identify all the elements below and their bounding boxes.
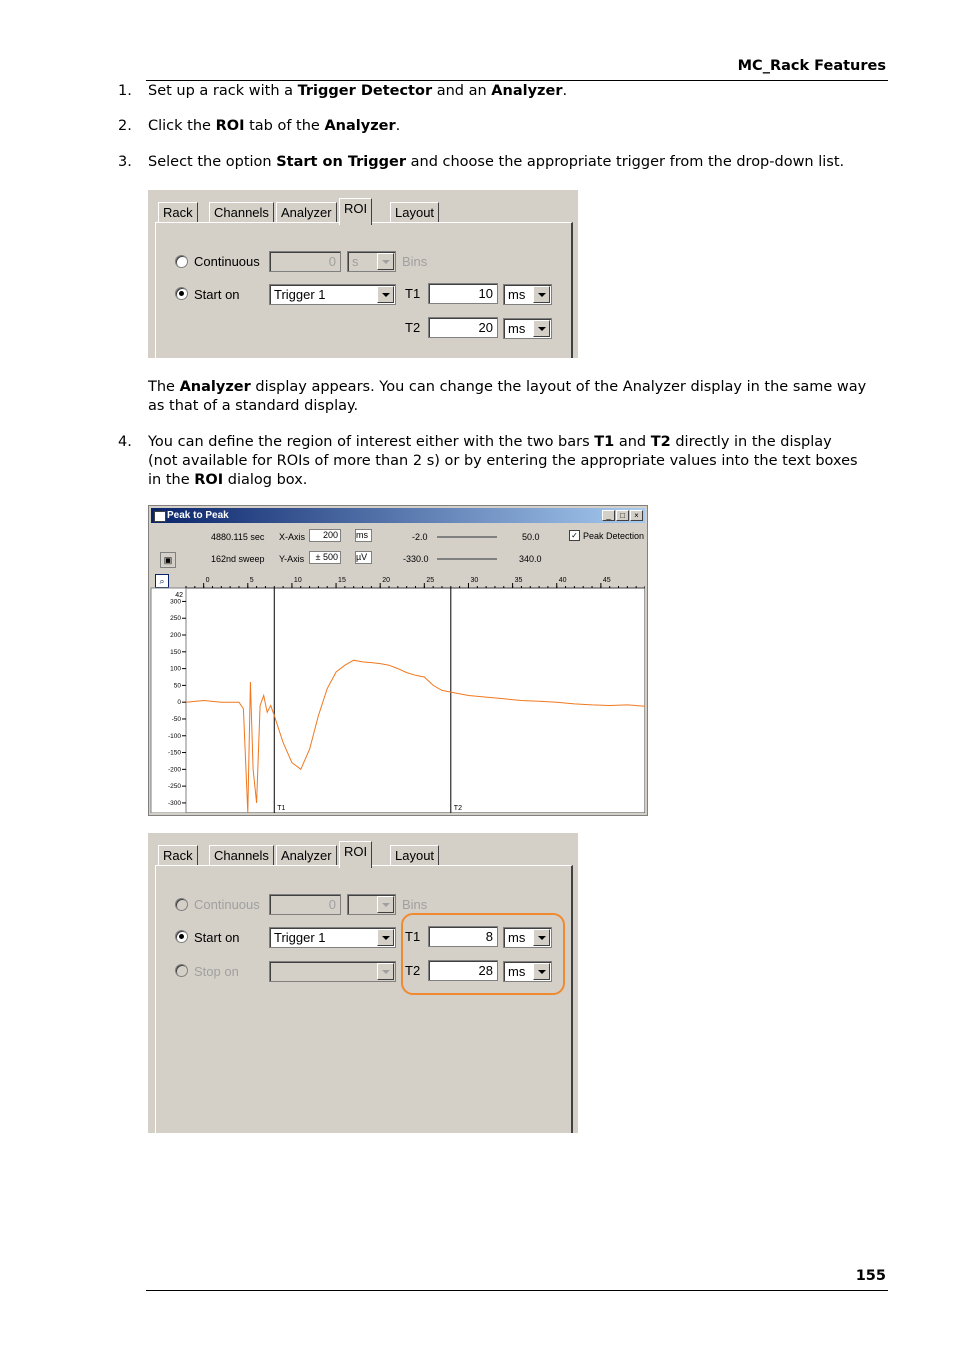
chevron-down-icon: [377, 253, 394, 270]
running-header: MC_Rack Features: [737, 58, 886, 74]
chevron-down-icon: [533, 286, 550, 303]
zoom-icon[interactable]: ⌕: [155, 574, 169, 588]
t1-input[interactable]: 10: [428, 283, 498, 304]
y-tick-label: 50: [173, 682, 181, 690]
t2-input[interactable]: 28: [428, 960, 498, 981]
y-tick-label: 100: [170, 665, 181, 673]
chevron-down-icon: [377, 286, 394, 303]
tab-layout[interactable]: Layout: [390, 845, 439, 866]
tab-layout[interactable]: Layout: [390, 202, 439, 223]
x-tick-label: 10: [293, 577, 302, 584]
yaxis-unit[interactable]: µV: [355, 551, 372, 564]
t1-unit-select[interactable]: ms: [503, 284, 552, 305]
continuous-unit-select[interactable]: [347, 894, 396, 915]
tab-rack[interactable]: Rack: [158, 202, 198, 223]
xaxis-label: X-Axis: [279, 532, 306, 542]
analyzer-chart: [149, 573, 645, 813]
peak-detection-checkbox[interactable]: ✓: [569, 530, 580, 541]
window-title: Peak to Peak: [167, 510, 229, 521]
y-tick-label: -300: [167, 799, 181, 807]
peak-detection-label: Peak Detection: [583, 531, 645, 541]
continuous-radio[interactable]: [175, 898, 188, 911]
yaxis-label: Y-Axis: [279, 554, 305, 564]
y-tick-label: -250: [167, 783, 181, 791]
chevron-down-icon: [533, 929, 550, 946]
stop-on-radio[interactable]: [175, 964, 188, 977]
y-tick-label: -150: [167, 749, 181, 757]
xaxis-unit[interactable]: ms: [355, 529, 372, 542]
y-tick-label: -100: [167, 732, 181, 740]
x-tick-label: 20: [382, 577, 390, 584]
start-on-label: Start on: [194, 930, 240, 945]
stop-on-label: Stop on: [194, 964, 239, 979]
page-number: 155: [855, 1268, 886, 1284]
x-tick-label: 45: [602, 577, 611, 584]
chevron-down-icon: [377, 929, 394, 946]
plot-area: [186, 588, 645, 813]
tab-rack[interactable]: Rack: [158, 845, 198, 866]
y-tick-label: 150: [170, 648, 181, 656]
x-tick-label: 30: [470, 577, 479, 584]
chevron-down-icon: [533, 320, 550, 337]
y-tick-label: -200: [167, 766, 181, 774]
step-number: 2.: [118, 118, 132, 134]
bins-label: Bins: [402, 897, 428, 912]
xaxis-input[interactable]: 200: [309, 529, 341, 542]
y-tick-label: 200: [170, 632, 181, 640]
continuous-value[interactable]: 0: [269, 894, 341, 915]
tab-roi[interactable]: ROI: [339, 841, 372, 868]
close-icon[interactable]: ×: [630, 510, 643, 521]
analyzer-window: [148, 505, 648, 816]
t1-unit-select[interactable]: ms: [503, 927, 552, 948]
t2-label: T2: [405, 320, 421, 335]
tab-channels[interactable]: Channels: [209, 845, 274, 866]
chevron-down-icon: [377, 963, 394, 980]
x-tick-label: 35: [514, 577, 523, 584]
x-tick-label: 0: [205, 577, 210, 584]
continuous-radio[interactable]: [175, 255, 188, 268]
analyzer-paragraph: The Analyzer display appears. You can change the layout of the Analyzer display in the same way as that of a standard display.: [148, 379, 867, 414]
bins-label: Bins: [402, 254, 428, 269]
continuous-label: Continuous: [194, 897, 260, 912]
t1-input[interactable]: 8: [428, 926, 498, 947]
header-rule: [146, 80, 888, 81]
roi-dialog-2: [148, 833, 578, 1133]
start-on-label: Start on: [194, 287, 240, 302]
x-tick-label: 15: [338, 577, 346, 584]
minimize-icon[interactable]: _: [602, 510, 615, 521]
tab-analyzer[interactable]: Analyzer: [276, 202, 337, 223]
t2-input[interactable]: 20: [428, 317, 498, 338]
continuous-value[interactable]: 0: [269, 251, 341, 272]
y-tick-label: 250: [170, 615, 181, 623]
window-titlebar[interactable]: [151, 508, 645, 523]
slider1-max: 50.0: [522, 532, 540, 542]
continuous-unit-select[interactable]: s: [347, 251, 396, 272]
yaxis-input[interactable]: ± 500: [309, 551, 341, 564]
t2-unit-select[interactable]: ms: [503, 318, 552, 339]
t1-label: T1: [405, 929, 421, 944]
tab-analyzer[interactable]: Analyzer: [276, 845, 337, 866]
tab-channels[interactable]: Channels: [209, 202, 274, 223]
stop-trigger-select[interactable]: [269, 961, 396, 982]
footer-rule: [146, 1290, 888, 1291]
tab-roi[interactable]: ROI: [339, 198, 372, 225]
y-tick-label: -50: [171, 715, 181, 723]
y-tick-label: 0: [177, 699, 181, 707]
marker-label: T2: [453, 805, 462, 812]
roi-dialog-1: [148, 190, 578, 358]
start-on-radio[interactable]: [175, 287, 188, 300]
t2-label: T2: [405, 963, 421, 978]
channel-label: 42: [175, 592, 183, 599]
trigger-select[interactable]: Trigger 1: [269, 284, 396, 305]
t1-label: T1: [405, 286, 421, 301]
trigger-select[interactable]: Trigger 1: [269, 927, 396, 948]
chevron-down-icon: [533, 963, 550, 980]
window-icon: [154, 511, 166, 522]
slider2-min: -330.0: [403, 554, 429, 564]
y-tick-label: 300: [170, 598, 181, 606]
chevron-down-icon: [377, 896, 394, 913]
slider2-max: 340.0: [519, 554, 542, 564]
marker-label: T1: [277, 805, 286, 812]
x-tick-label: 25: [426, 577, 435, 584]
slider1-min: -2.0: [412, 532, 428, 542]
t2-unit-select[interactable]: ms: [503, 961, 552, 982]
continuous-label: Continuous: [194, 254, 260, 269]
step-number: 4.: [118, 434, 132, 450]
save-icon[interactable]: ▣: [160, 552, 176, 568]
start-on-radio[interactable]: [175, 930, 188, 943]
maximize-icon[interactable]: □: [616, 510, 629, 521]
step-number: 1.: [118, 83, 132, 99]
time-readout: 4880.115 sec: [211, 532, 265, 542]
slider1[interactable]: [437, 536, 497, 538]
sweep-readout: 162nd sweep: [211, 554, 265, 564]
slider2[interactable]: [437, 558, 497, 560]
x-tick-label: 5: [249, 577, 254, 584]
step-number: 3.: [118, 154, 132, 170]
x-tick-label: 40: [558, 577, 567, 584]
